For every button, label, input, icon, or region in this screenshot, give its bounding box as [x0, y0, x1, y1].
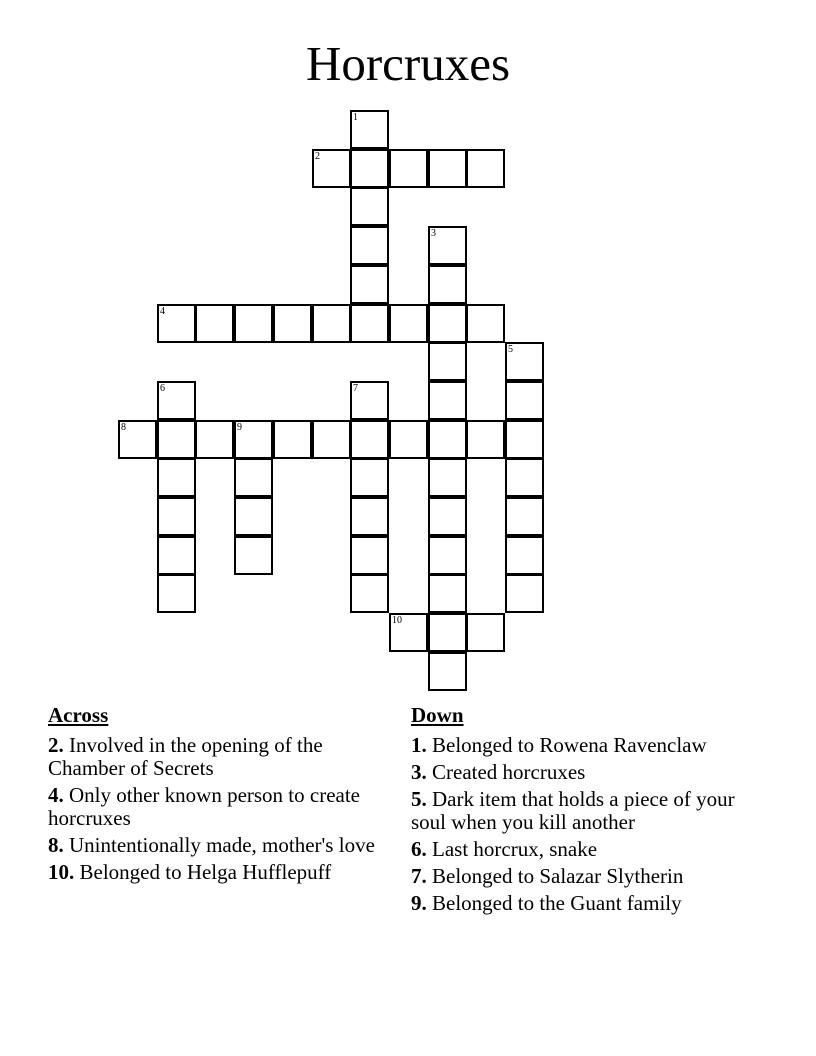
down-clue-7	[411, 865, 771, 888]
grid-cell[interactable]	[350, 381, 389, 420]
down-clue-3	[411, 761, 771, 784]
grid-cell[interactable]	[428, 265, 467, 304]
grid-cell[interactable]	[428, 342, 467, 381]
grid-cell[interactable]	[350, 265, 389, 304]
grid-cell[interactable]	[466, 304, 505, 343]
grid-cell[interactable]	[234, 497, 273, 536]
grid-cell[interactable]	[428, 613, 467, 652]
grid-cell[interactable]	[428, 420, 467, 459]
clue-text: Unintentionally made, mother's love	[69, 833, 375, 857]
across-clue-2	[48, 734, 393, 780]
grid-cell[interactable]	[505, 458, 544, 497]
grid-cell[interactable]	[428, 458, 467, 497]
grid-cell[interactable]	[428, 574, 467, 613]
clue-text: Last horcrux, snake	[432, 837, 598, 861]
clue-number: 9.	[411, 891, 427, 915]
grid-cell[interactable]	[350, 187, 389, 226]
grid-cell[interactable]	[350, 536, 389, 575]
cell-number: 5	[508, 344, 513, 355]
grid-cell[interactable]	[466, 149, 505, 188]
grid-cell[interactable]	[273, 304, 312, 343]
grid-cell[interactable]	[350, 458, 389, 497]
grid-cell[interactable]	[234, 304, 273, 343]
across-heading: Across	[48, 703, 109, 727]
grid-cell[interactable]	[428, 304, 467, 343]
cell-number: 3	[431, 228, 436, 239]
clue-number: 8.	[48, 833, 64, 857]
grid-cell[interactable]	[195, 420, 234, 459]
down-clue-1	[411, 734, 771, 757]
grid-cell[interactable]	[505, 497, 544, 536]
down-clue-6	[411, 838, 771, 861]
grid-cell[interactable]	[389, 149, 428, 188]
grid-cell[interactable]	[389, 304, 428, 343]
grid-cell[interactable]	[312, 304, 351, 343]
clue-text: Belonged to Helga Hufflepuff	[79, 860, 332, 884]
clue-text: Belonged to Rowena Ravenclaw	[432, 733, 707, 757]
down-heading: Down	[411, 703, 464, 727]
grid-cell[interactable]	[389, 613, 428, 652]
grid-cell[interactable]	[234, 536, 273, 575]
grid-cell[interactable]	[157, 574, 196, 613]
grid-cell[interactable]	[118, 420, 157, 459]
grid-cell[interactable]	[505, 574, 544, 613]
grid-cell[interactable]	[350, 226, 389, 265]
clue-number: 5.	[411, 787, 427, 811]
grid-cell[interactable]	[157, 497, 196, 536]
clue-number: 3.	[411, 760, 427, 784]
down-clue-5	[411, 788, 771, 834]
grid-cell[interactable]	[389, 420, 428, 459]
grid-cell[interactable]	[505, 381, 544, 420]
across-clues	[48, 704, 393, 888]
grid-cell[interactable]	[312, 420, 351, 459]
grid-cell[interactable]	[350, 497, 389, 536]
clue-number: 1.	[411, 733, 427, 757]
grid-cell[interactable]	[350, 110, 389, 149]
clue-text: Created horcruxes	[432, 760, 586, 784]
grid-cell[interactable]	[195, 304, 234, 343]
puzzle-title: Horcruxes	[305, 36, 511, 91]
cell-number: 8	[121, 422, 126, 433]
clue-text: Dark item that holds a piece of your soul when you kill another	[411, 787, 735, 834]
grid-cell[interactable]	[428, 652, 467, 691]
grid-cell[interactable]	[273, 420, 312, 459]
cell-number: 6	[160, 383, 165, 394]
grid-cell[interactable]	[157, 304, 196, 343]
clue-text: Involved in the opening of the Chamber of Secrets	[48, 733, 323, 780]
clue-text: Belonged to Salazar Slytherin	[432, 864, 684, 888]
cell-number: 7	[353, 383, 358, 394]
grid-cell[interactable]	[157, 381, 196, 420]
grid-cell[interactable]	[350, 149, 389, 188]
clue-text: Only other known person to create horcruxes	[48, 783, 360, 830]
across-clue-4	[48, 784, 393, 830]
grid-cell[interactable]	[312, 149, 351, 188]
grid-cell[interactable]	[234, 458, 273, 497]
clue-number: 6.	[411, 837, 427, 861]
grid-cell[interactable]	[350, 574, 389, 613]
across-clue-8	[48, 834, 393, 857]
grid-cell[interactable]	[428, 149, 467, 188]
grid-cell[interactable]	[350, 304, 389, 343]
clue-text: Belonged to the Guant family	[432, 891, 682, 915]
grid-cell[interactable]	[428, 226, 467, 265]
clue-number: 4.	[48, 783, 64, 807]
cell-number: 10	[392, 615, 402, 626]
grid-cell[interactable]	[466, 613, 505, 652]
grid-cell[interactable]	[505, 536, 544, 575]
cell-number: 4	[160, 306, 165, 317]
cell-number: 1	[353, 112, 358, 123]
grid-cell[interactable]	[505, 342, 544, 381]
down-clues	[411, 704, 771, 919]
clue-number: 7.	[411, 864, 427, 888]
clue-number: 2.	[48, 733, 64, 757]
grid-cell[interactable]	[428, 536, 467, 575]
grid-cell[interactable]	[466, 420, 505, 459]
grid-cell[interactable]	[428, 497, 467, 536]
cell-number: 2	[315, 151, 320, 162]
grid-cell[interactable]	[234, 420, 273, 459]
grid-cell[interactable]	[350, 420, 389, 459]
grid-cell[interactable]	[157, 420, 196, 459]
down-clue-9	[411, 892, 771, 915]
grid-cell[interactable]	[505, 420, 544, 459]
grid-cell[interactable]	[157, 536, 196, 575]
across-clue-10	[48, 861, 393, 884]
grid-cell[interactable]	[157, 458, 196, 497]
grid-cell[interactable]	[428, 381, 467, 420]
clue-number: 10.	[48, 860, 75, 884]
cell-number: 9	[237, 422, 242, 433]
